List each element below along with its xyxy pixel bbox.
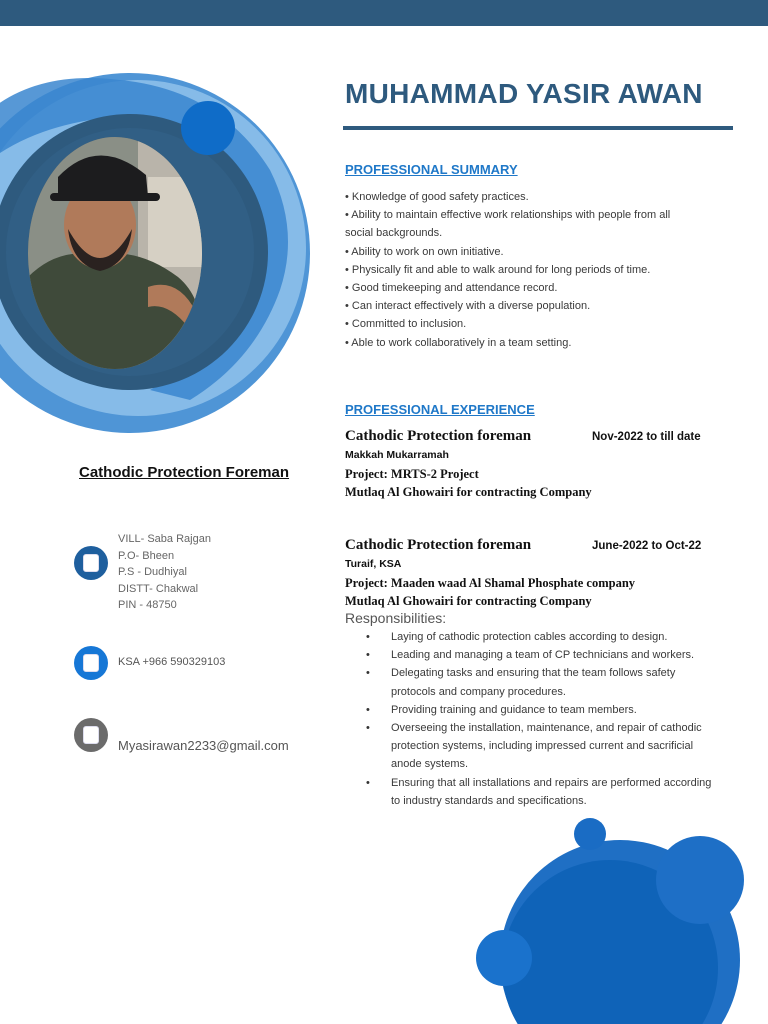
job-title: Cathodic Protection foreman	[345, 428, 532, 444]
summary-line: • Ability to maintain effective work relationships with people from all	[345, 209, 671, 222]
summary-line: • Physically fit and able to walk around for long periods of time.	[345, 263, 651, 276]
phone-icon	[74, 646, 108, 680]
address-line: P.S - Dudhiyal	[118, 566, 187, 578]
job-location: Turaif, KSA	[345, 558, 402, 570]
address-line: VILL- Saba Rajgan	[118, 533, 211, 545]
job-title: Cathodic Protection foreman	[345, 537, 532, 553]
responsibilities-list	[364, 628, 714, 810]
job-project: Project: MRTS-2 Project	[345, 467, 479, 481]
email-address[interactable]: Myasirawan2233@gmail.com	[118, 738, 289, 753]
profile-photo	[28, 137, 202, 369]
job-location: Makkah Mukarramah	[345, 449, 449, 461]
address-line: PIN - 48750	[118, 599, 177, 611]
summary-line: • Good timekeeping and attendance record.	[345, 282, 558, 295]
summary-line: social backgrounds.	[345, 227, 443, 240]
list-item: • Laying of cathodic protection cables according to design.	[364, 628, 714, 646]
address-block	[118, 531, 211, 614]
top-banner	[0, 0, 768, 26]
summary-list	[345, 188, 715, 352]
address-line: DISTT- Chakwal	[118, 582, 199, 595]
list-item: • Providing training and guidance to team members.	[364, 701, 714, 719]
list-item: • Delegating tasks and ensuring that the team follows safety protocols and company procedures.	[364, 664, 714, 700]
candidate-name: MUHAMMAD YASIR AWAN	[345, 78, 703, 109]
role-title: Cathodic Protection Foreman	[79, 464, 290, 481]
phone-number[interactable]: KSA +966 590329103	[118, 656, 226, 668]
job-date: June-2022 to Oct-22	[592, 540, 702, 552]
name-underline	[343, 126, 733, 130]
job-company: Mutlaq Al Ghowairi for contracting Company	[345, 485, 592, 499]
address-icon	[74, 546, 108, 580]
summary-line: • Committed to inclusion.	[345, 318, 467, 331]
experience-heading: PROFESSIONAL EXPERIENCE	[345, 402, 535, 417]
summary-line: • Knowledge of good safety practices.	[345, 191, 529, 203]
email-icon	[74, 718, 108, 752]
list-item: • Leading and managing a team of CP technicians and workers.	[364, 646, 714, 664]
summary-heading: PROFESSIONAL SUMMARY	[345, 162, 518, 177]
job-company: Mutlaq Al Ghowairi for contracting Company	[345, 594, 592, 608]
address-line: P.O- Bheen	[118, 549, 175, 562]
decorative-bubbles	[470, 810, 768, 1024]
summary-line: • Able to work collaboratively in a team setting.	[345, 336, 572, 349]
responsibilities-heading: Responsibilities:	[345, 610, 447, 626]
summary-line: • Ability to work on own initiative.	[345, 245, 504, 258]
job-project: Project: Maaden waad Al Shamal Phosphate company	[345, 576, 636, 590]
list-item: • Ensuring that all installations and repairs are performed according to industry standards and specifications.	[364, 774, 714, 810]
list-item: • Overseeing the installation, maintenance, and repair of cathodic protection systems, including impressed current and sacrificial anode systems.	[364, 719, 714, 774]
job-date: Nov-2022 to till date	[592, 431, 701, 443]
summary-line: • Can interact effectively with a diverse population.	[345, 300, 591, 313]
